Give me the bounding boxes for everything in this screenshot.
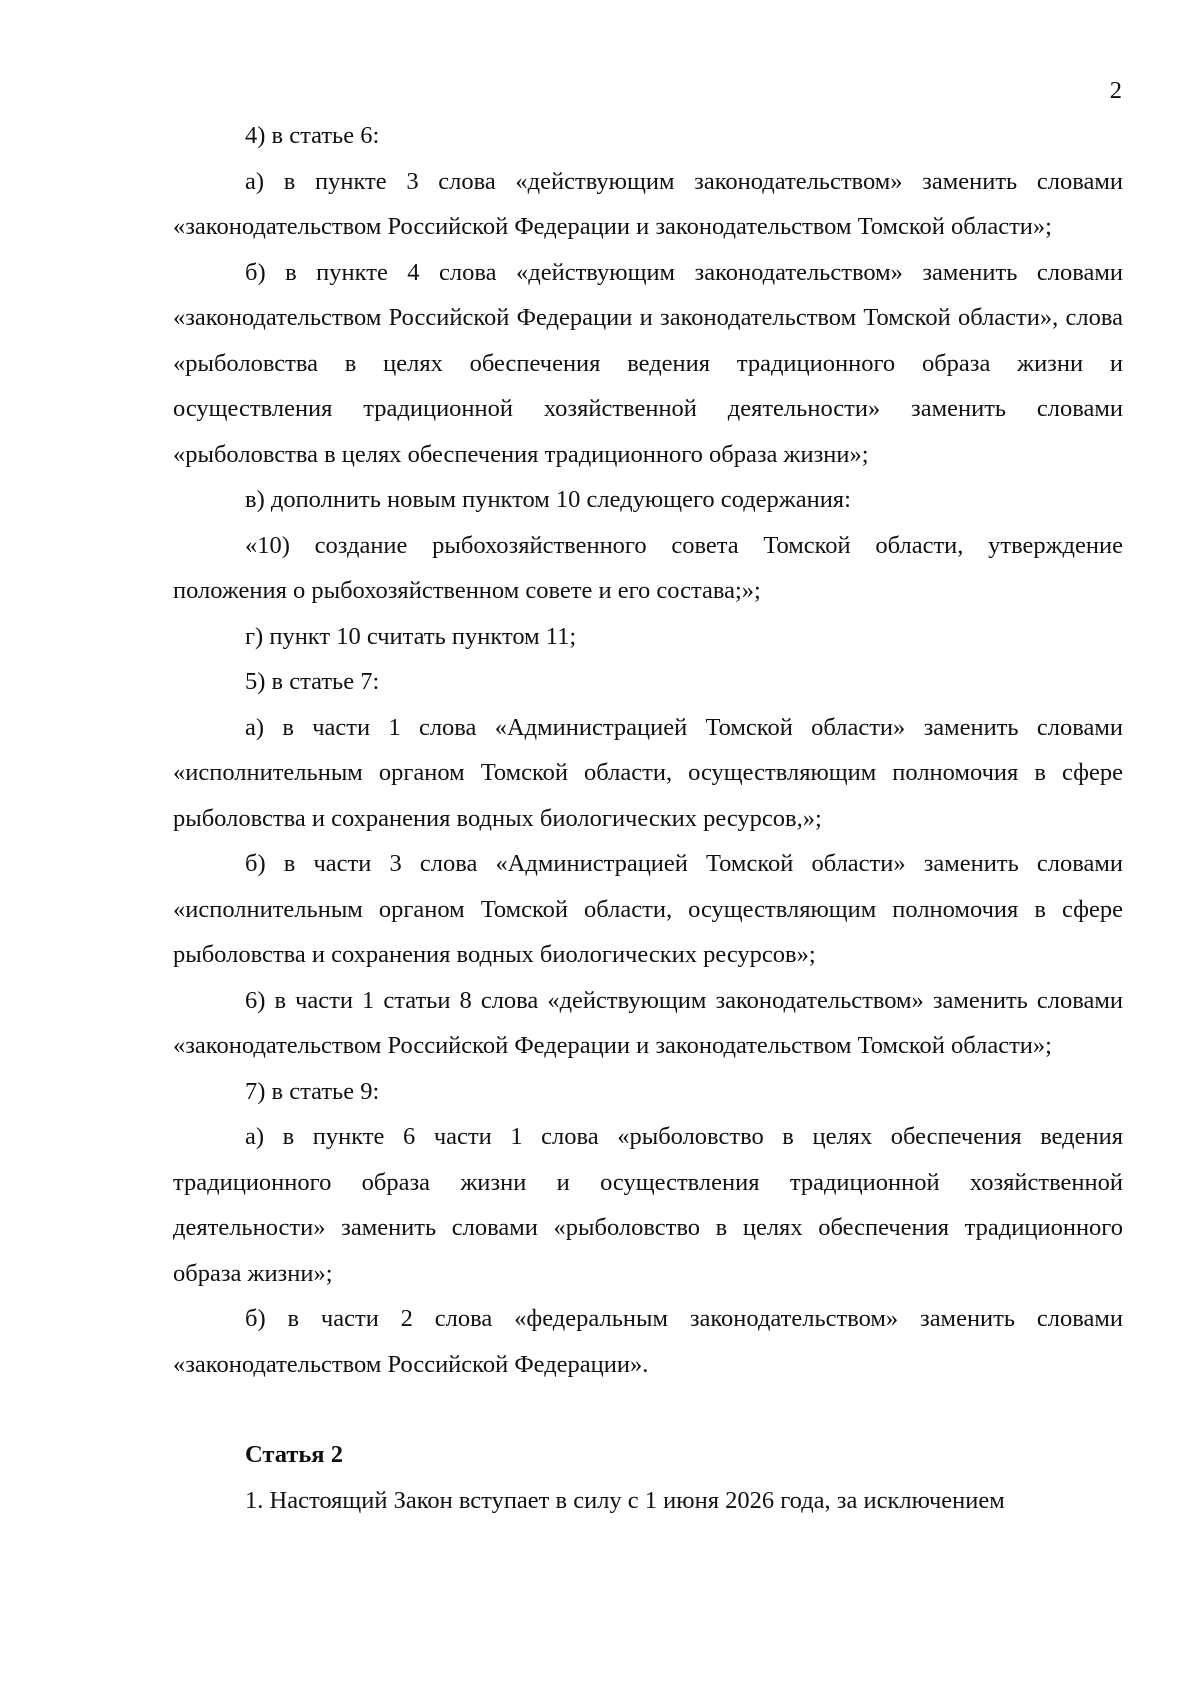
amendment-item-4v: в) дополнить новым пунктом 10 следующего содержания: <box>245 486 851 513</box>
amendment-item-4a: а) в пункте 3 слова «действующим законодательством» заменить словами «законодательством Российской Федерации и законодательством Томской области»; <box>173 167 1123 240</box>
amendment-item-5a: а) в части 1 слова «Администрацией Томской области» заменить словами «исполнительным органом Томской области, осуществляющим полномочия в сфере рыболовства и сохранения водных биологических ресурсов,»; <box>173 713 1123 832</box>
amendment-item-4g: г) пункт 10 считать пунктом 11; <box>245 622 577 650</box>
document-body <box>173 113 1123 1523</box>
amendment-item-7a: а) в пункте 6 части 1 слова «рыболовство в целях обеспечения ведения традиционного образа жизни и осуществления традиционной хозяйственной деятельности» заменить словами «рыболовство в целях обеспечения традиционного образа жизни»; <box>173 1123 1123 1287</box>
amendment-item-6: 6) в части 1 статьи 8 слова «действующим законодательством» заменить словами «законодательством Российской Федерации и законодательством Томской области»; <box>173 986 1123 1059</box>
amendment-item-7: 7) в статье 9: <box>245 1077 380 1105</box>
amendment-item-5: 5) в статье 7: <box>245 668 380 695</box>
amendment-item-7b: б) в части 2 слова «федеральным законодательством» заменить словами «законодательством Российской Федерации». <box>173 1305 1123 1378</box>
article-2-item-1: 1. Настоящий Закон вступает в силу с 1 июня 2026 года, за исключением <box>245 1486 1005 1514</box>
new-point-10-text: «10) создание рыбохозяйственного совета Томской области, утверждение положения о рыбохозяйственном совете и его состава;»; <box>173 531 1123 604</box>
amendment-item-4b: б) в пункте 4 слова «действующим законодательством» заменить словами «законодательством Российской Федерации и законодательством Томской области», слова «рыболовства в целях обеспечения ведения традиционного образа жизни и осуществления традиционной хозяйственной деятельности» заменить словами «рыболовства в целях обеспечения традиционного образа жизни»; <box>173 258 1123 468</box>
amendment-item-5b: б) в части 3 слова «Администрацией Томской области» заменить словами «исполнительным органом Томской области, осуществляющим полномочия в сфере рыболовства и сохранения водных биологических ресурсов»; <box>173 850 1123 968</box>
page-number: 2 <box>1109 77 1122 104</box>
amendment-item-4: 4) в статье 6: <box>245 122 380 149</box>
article-2-heading: Статья 2 <box>245 1441 343 1468</box>
